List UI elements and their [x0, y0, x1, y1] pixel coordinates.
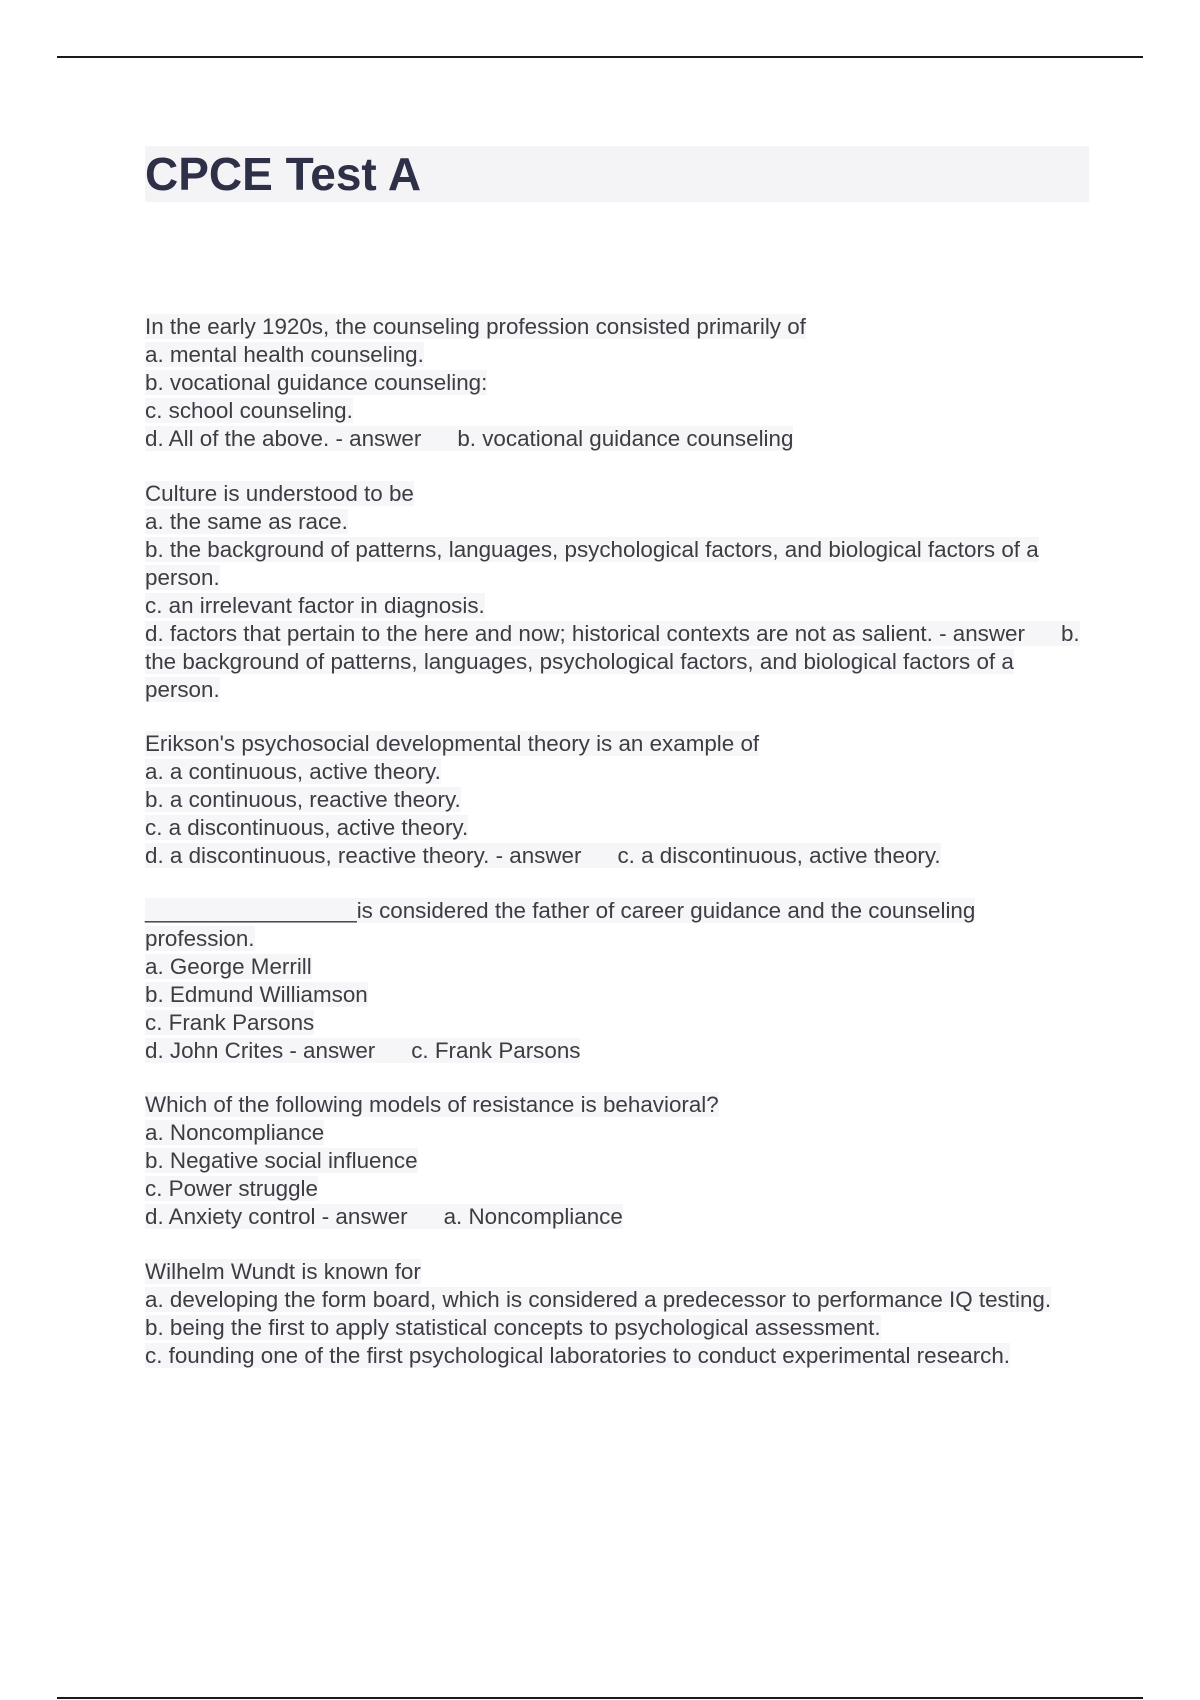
question-stem: Erikson's psychosocial developmental theory is an example of	[145, 731, 760, 756]
question-1	[145, 313, 1080, 453]
question-6	[145, 1258, 1080, 1370]
option-d: d. John Crites	[145, 1037, 284, 1063]
option-d: d. a discontinuous, reactive theory.	[145, 843, 490, 868]
option-b: b. vocational guidance counseling:	[145, 370, 488, 395]
top-rule	[57, 56, 1143, 58]
option-a: a. mental health counseling.	[145, 342, 424, 367]
option-c: c. a discontinuous, active theory.	[145, 815, 469, 840]
option-a: a. a continuous, active theory.	[145, 759, 441, 784]
answer-marker: - answer	[335, 426, 422, 451]
bottom-rule	[57, 1697, 1143, 1699]
option-d-with-answer	[145, 1037, 1080, 1065]
option-b: b. being the first to apply statistical concepts to psychological assessment.	[145, 1314, 881, 1340]
answer-marker: - answer	[495, 843, 582, 868]
option-b: b. a continuous, reactive theory.	[145, 787, 461, 812]
page-title: CPCE Test A	[145, 148, 422, 200]
question-4	[145, 897, 1080, 1065]
question-3	[145, 730, 1080, 870]
option-c: c. school counseling.	[145, 398, 353, 423]
option-c: c. Power struggle	[145, 1176, 318, 1201]
answer-marker: - answer	[321, 1204, 408, 1229]
option-d-with-answer	[145, 620, 1080, 704]
question-stem: _________________is considered the father of career guidance and the counseling profession.	[145, 897, 976, 951]
option-b: b. the background of patterns, languages, psychological factors, and biological factors of a person.	[145, 536, 1039, 590]
option-c: c. Frank Parsons	[145, 1009, 315, 1035]
answer: c. Frank Parsons	[411, 1037, 581, 1063]
answer: a. Noncompliance	[443, 1204, 623, 1229]
answer-marker: - answer	[939, 620, 1025, 646]
answer: b. the background of patterns, languages, psychological factors, and biological factors of a person.	[145, 620, 1080, 702]
option-d: d. All of the above.	[145, 426, 330, 451]
question-5	[145, 1091, 1080, 1231]
option-a: a. George Merrill	[145, 953, 312, 979]
option-a: a. developing the form board, which is considered a predecessor to performance IQ testing.	[145, 1286, 1052, 1312]
option-d: d. Anxiety control	[145, 1204, 316, 1229]
option-d-with-answer	[145, 842, 1080, 870]
option-b: b. Edmund Williamson	[145, 981, 368, 1007]
option-b: b. Negative social influence	[145, 1148, 418, 1173]
answer: b. vocational guidance counseling	[457, 426, 794, 451]
option-a: a. Noncompliance	[145, 1120, 325, 1145]
question-list	[145, 313, 1080, 1396]
question-stem: Culture is understood to be	[145, 480, 414, 506]
option-c: c. an irrelevant factor in diagnosis.	[145, 592, 485, 618]
answer-marker: - answer	[289, 1037, 376, 1063]
question-stem: Which of the following models of resistance is behavioral?	[145, 1092, 719, 1117]
question-2	[145, 480, 1080, 704]
option-c: c. founding one of the first psychological laboratories to conduct experimental research.	[145, 1342, 1011, 1368]
question-stem: Wilhelm Wundt is known for	[145, 1258, 421, 1284]
option-d-with-answer	[145, 1203, 1080, 1231]
answer: c. a discontinuous, active theory.	[617, 843, 941, 868]
option-a: a. the same as race.	[145, 508, 348, 534]
option-d-with-answer	[145, 425, 1080, 453]
option-d: d. factors that pertain to the here and now; historical contexts are not as salient.	[145, 620, 933, 646]
question-stem: In the early 1920s, the counseling profession consisted primarily of	[145, 314, 806, 339]
